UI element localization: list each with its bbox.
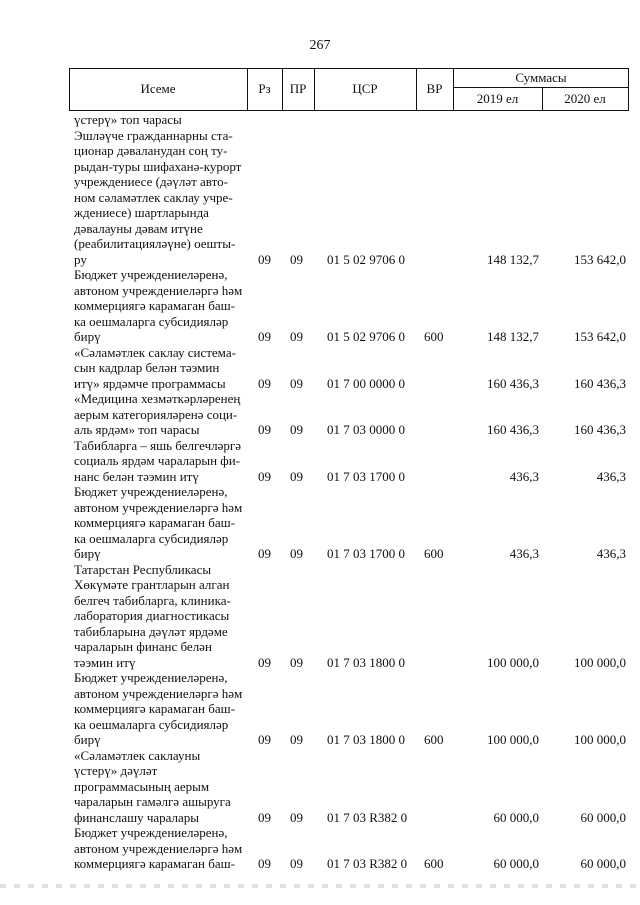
- row-pr: 09: [290, 856, 303, 871]
- row-sum-2019: 60 000,0: [493, 809, 539, 825]
- row-csr: 01 5 02 9706 0: [327, 329, 405, 344]
- description-line: бирү: [74, 329, 101, 344]
- description-line: коммерциягә карамаган бaш-: [74, 298, 235, 313]
- row-description: [74, 748, 244, 826]
- row-description: [74, 438, 244, 485]
- row-sum-2020: 436,3: [596, 546, 626, 561]
- row-csr: 01 7 03 1700 0: [327, 468, 405, 484]
- row-pr: 09: [290, 732, 303, 747]
- row-pr: 09: [290, 375, 303, 391]
- description-line: ционар дәваланудан соң ту-: [74, 143, 228, 158]
- header-rz: Рз: [258, 81, 271, 96]
- scan-artifact: [0, 884, 640, 888]
- description-line: Хөкүмәте грантларын алган: [74, 577, 230, 592]
- row-rz: 09: [258, 546, 271, 561]
- row-rz: 09: [258, 375, 271, 391]
- description-line: автоном учреждениеләргә һәм: [74, 282, 243, 298]
- description-line: Бюджет учреждениеләренә,: [74, 670, 228, 685]
- row-rz: 09: [258, 856, 271, 871]
- description-line: Бюджет учреждениеләренә,: [74, 484, 228, 499]
- row-description: [74, 345, 244, 392]
- row-pr: 09: [290, 329, 303, 344]
- description-line: финанслашу чаралары: [74, 809, 200, 825]
- row-vr: 600: [424, 856, 444, 871]
- row-pr: 09: [290, 546, 303, 561]
- description-line: чараларын финанс белән: [74, 639, 212, 654]
- description-line: Бюджет учреждениеләренә,: [74, 825, 228, 840]
- row-sum-2019: 60 000,0: [493, 856, 539, 871]
- row-sum-2019: 100 000,0: [487, 732, 539, 747]
- description-line: рыдан-туры шифаханә-курорт: [74, 158, 242, 174]
- description-line: Бюджет учреждениеләренә,: [74, 267, 228, 282]
- row-sum-2020: 153 642,0: [574, 329, 626, 344]
- row-sum-2019: 160 436,3: [487, 422, 539, 437]
- description-line: аерым категорияләренә соци-: [74, 406, 238, 422]
- description-line: ка оешмаларга субсидияләр: [74, 313, 229, 329]
- row-pr: 09: [290, 654, 303, 670]
- description-line: дәвалауны дәвам итүне: [74, 220, 203, 236]
- row-vr: 600: [424, 732, 444, 747]
- row-pr: 09: [290, 809, 303, 825]
- row-rz: 09: [258, 654, 271, 670]
- row-csr: 01 7 03 0000 0: [327, 422, 405, 437]
- row-description: [74, 112, 244, 128]
- description-line: итү» ярдәмче программасы: [74, 375, 226, 391]
- row-rz: 09: [258, 468, 271, 484]
- row-sum-2020: 60 000,0: [580, 809, 626, 825]
- row-sum-2020: 160 436,3: [574, 375, 626, 391]
- description-line: ру: [74, 251, 87, 267]
- description-line: коммерциягә карамаган бaш-: [74, 515, 235, 530]
- row-csr: 01 7 03 R382 0: [327, 856, 408, 871]
- header-name: Исеме: [140, 81, 176, 96]
- description-line: үстерү» топ чарасы: [74, 112, 182, 127]
- row-sum-2019: 436,3: [509, 546, 539, 561]
- row-csr: 01 7 03 1800 0: [327, 732, 405, 747]
- description-line: учреждениесе (дәүләт авто-: [74, 174, 228, 189]
- row-sum-2019: 160 436,3: [487, 375, 539, 391]
- row-sum-2020: 60 000,0: [580, 856, 626, 871]
- row-description: [74, 484, 244, 562]
- row-sum-2019: 148 132,7: [487, 251, 539, 267]
- description-line: чараларын гамәлгә ашыруга: [74, 794, 231, 809]
- description-line: автоном учреждениеләргә һәм: [74, 685, 243, 701]
- description-line: «Медицина хезмәткәрләренең: [74, 391, 241, 406]
- description-line: «Сәламәтлек саклауны: [74, 747, 201, 763]
- description-line: социаль ярдәм чараларын фи-: [74, 453, 241, 468]
- table-header: [69, 68, 629, 110]
- description-line: ка оешмаларга субсидияләр: [74, 530, 229, 546]
- description-line: белгеч табибларга, клиника-: [74, 592, 231, 608]
- description-line: автоном учреждениеләргә һәм: [74, 499, 243, 515]
- row-csr: 01 7 00 0000 0: [327, 375, 405, 391]
- header-vr: ВР: [426, 81, 443, 96]
- row-csr: 01 7 03 R382 0: [327, 809, 408, 825]
- description-line: Табибларга – яшь белгечләргә: [74, 437, 241, 453]
- description-line: Эшләүче гражданнарны ста-: [74, 127, 233, 143]
- row-rz: 09: [258, 809, 271, 825]
- description-line: нанс белән тәэмин итү: [74, 468, 199, 484]
- description-line: бирү: [74, 546, 101, 561]
- description-line: Татарстан Республикасы: [74, 561, 212, 577]
- description-line: коммерциягә карамаган бaш-: [74, 856, 235, 871]
- row-rz: 09: [258, 329, 271, 344]
- description-line: лаборатория диагностикасы: [74, 608, 230, 623]
- description-line: (реабилитацияләүне) оешты-: [74, 236, 236, 251]
- description-line: табибларына дәүләт ярдәме: [74, 623, 228, 639]
- row-pr: 09: [290, 251, 303, 267]
- row-pr: 09: [290, 468, 303, 484]
- row-csr: 01 7 03 1700 0: [327, 546, 405, 561]
- row-description: [74, 825, 244, 872]
- row-description: [74, 562, 244, 671]
- row-sum-2020: 100 000,0: [574, 732, 626, 747]
- row-rz: 09: [258, 422, 271, 437]
- description-line: ждениесе) шартларында: [74, 205, 209, 220]
- row-description: [74, 267, 244, 345]
- description-line: үстерү» дәүләт: [74, 763, 158, 778]
- row-vr: 600: [424, 546, 444, 561]
- row-rz: 09: [258, 732, 271, 747]
- row-vr: 600: [424, 329, 444, 344]
- row-description: [74, 391, 244, 438]
- header-2020: 2020 ел: [564, 90, 606, 106]
- page-number: 267: [309, 38, 331, 53]
- row-sum-2019: 436,3: [509, 468, 539, 484]
- row-sum-2019: 148 132,7: [487, 329, 539, 344]
- row-csr: 01 5 02 9706 0: [327, 251, 405, 267]
- description-line: аль ярдәм» топ чарасы: [74, 422, 200, 437]
- row-sum-2020: 160 436,3: [574, 422, 626, 437]
- description-line: сын кадрлар белән тәэмин: [74, 360, 220, 375]
- header-sums: Суммасы: [515, 69, 567, 85]
- description-line: бирү: [74, 732, 101, 747]
- header-pr: ПР: [289, 81, 307, 96]
- row-sum-2020: 153 642,0: [574, 251, 626, 267]
- header-csr: ЦСР: [352, 81, 378, 96]
- row-sum-2020: 100 000,0: [574, 654, 626, 670]
- row-sum-2020: 436,3: [596, 468, 626, 484]
- description-line: «Сәламәтлек саклау система-: [74, 344, 236, 360]
- description-line: программасының аерым: [74, 778, 210, 794]
- row-description: [74, 670, 244, 748]
- row-csr: 01 7 03 1800 0: [327, 654, 405, 670]
- description-line: ка оешмаларга субсидияләр: [74, 716, 229, 732]
- description-line: тәэмин итү: [74, 654, 136, 670]
- row-description: [74, 128, 244, 268]
- description-line: ном сәламәтлек саклау учре-: [74, 189, 233, 205]
- row-rz: 09: [258, 251, 271, 267]
- description-line: автоном учреждениеләргә һәм: [74, 840, 243, 856]
- row-pr: 09: [290, 422, 303, 437]
- row-sum-2019: 100 000,0: [487, 654, 539, 670]
- description-line: коммерциягә карамаган бaш-: [74, 701, 235, 716]
- header-2019: 2019 ел: [476, 90, 519, 106]
